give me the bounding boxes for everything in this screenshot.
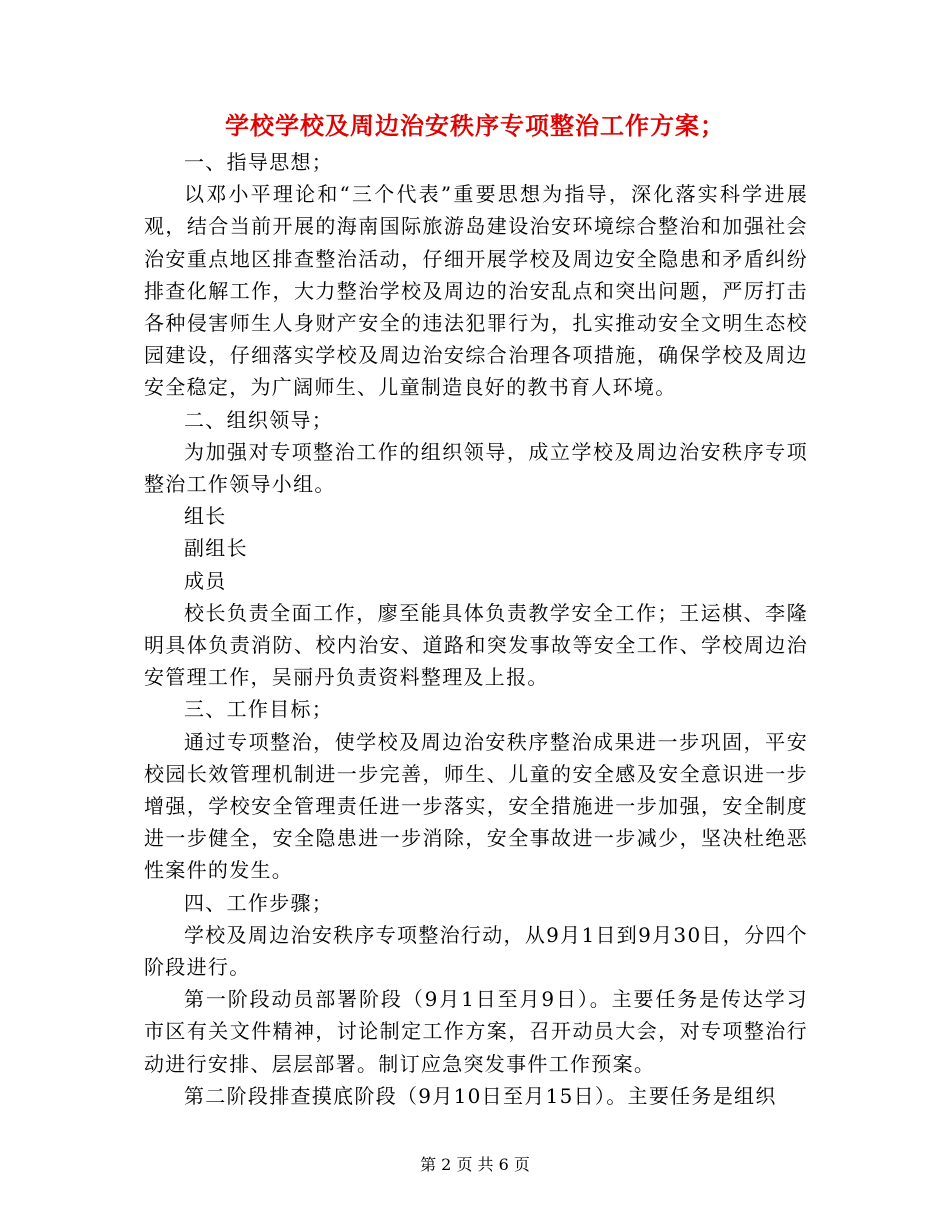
paragraph-phase-one: 第一阶段动员部署阶段（9月1日至月9日）。主要任务是传达学习市区有关文件精神，讨论制定工作方案，召开动员大会，对专项整治行动进行安排、层层部署。制订应急突发事件工作预案。 — [144, 987, 808, 1076]
paragraph-guiding-ideology: 以邓小平理论和“三个代表”重要思想为指导，深化落实科学进展观，结合当前开展的海南国际旅游岛建设治安环境综合整治和加强社会治安重点地区排查整治活动，仔细开展学校及周边安全隐患和矛盾纠纷排查化解工作，大力整治学校及周边的治安乱点和突出问题，严厉打击各种侵害师生人身财产安全的违法犯罪行为，扎实推动安全文明生态校园建设，仔细落实学校及周边治安综合治理各项措施，确保学校及周边安全稳定，为广阔师生、儿童制造良好的教书育人环境。 — [144, 182, 808, 400]
heading-guiding-ideology: 一、指导思想； — [184, 150, 334, 174]
paragraph-responsibilities: 校长负责全面工作，廖至能具体负责教学安全工作；王运棋、李隆明具体负责消防、校内治安、道路和突发事故等安全工作、学校周边治安管理工作，吴丽丹负责资料整理及上报。 — [144, 600, 808, 690]
paragraph-work-goals: 通过专项整治，使学校及周边治安秩序整治成果进一步巩固，平安校园长效管理机制进一步完善，师生、儿童的安全感及安全意识进一步增强，学校安全管理责任进一步落实，安全措施进一步加强，安全制度进一步健全，安全隐患进一步消除，安全事故进一步减少，坚决杜绝恶性案件的发生。 — [144, 729, 808, 883]
paragraph-work-steps: 学校及周边治安秩序专项整治行动，从9月1日到9月30日，分四个阶段进行。 — [144, 922, 808, 980]
role-deputy-leader: 副组长 — [184, 536, 248, 561]
role-leader: 组长 — [184, 504, 227, 529]
paragraph-organization: 为加强对专项整治工作的组织领导，成立学校及周边治安秩序专项整治工作领导小组。 — [144, 439, 808, 497]
heading-organization: 二、组织领导； — [184, 407, 334, 432]
page-number: 第 2 页 共 6 页 — [420, 1155, 530, 1174]
paragraph-phase-two: 第二阶段排查摸底阶段（9月10日至月15日）。主要任务是组织 — [184, 1083, 777, 1108]
document-body — [144, 146, 808, 1112]
document-title: 学校学校及周边治安秩序专项整治工作方案； — [225, 111, 725, 140]
heading-work-steps: 四、工作步骤； — [184, 890, 334, 915]
heading-work-goals: 三、工作目标； — [184, 697, 334, 722]
role-members: 成员 — [184, 568, 227, 593]
page-footer — [0, 1153, 950, 1177]
